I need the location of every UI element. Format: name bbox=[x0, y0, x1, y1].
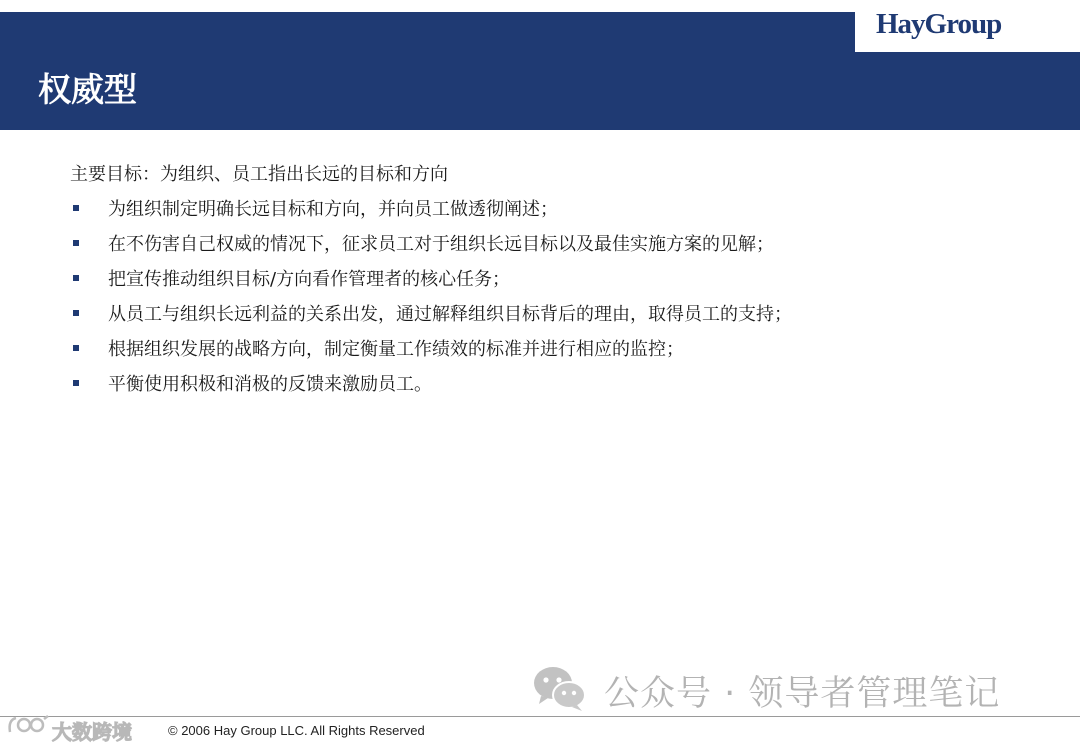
list-item bbox=[70, 225, 792, 260]
square-bullet-icon bbox=[73, 345, 79, 351]
list-item bbox=[70, 190, 792, 225]
haygroup-logo: HayGroup bbox=[876, 8, 1002, 40]
square-bullet-icon bbox=[73, 240, 79, 246]
intro-text: 主要目标：为组织、员工指出长远的目标和方向 bbox=[70, 164, 448, 185]
corner-watermark: 大数跨境 bbox=[52, 720, 132, 744]
wechat-watermark: 公众号 · 领导者管理笔记 bbox=[604, 674, 1001, 714]
list-item bbox=[70, 365, 792, 400]
square-bullet-icon bbox=[73, 205, 79, 211]
wechat-icon bbox=[532, 664, 588, 712]
footer-divider bbox=[0, 716, 1080, 717]
bullet-text: 把宣传推动组织目标/方向看作管理者的核心任务； bbox=[108, 268, 511, 290]
list-item bbox=[70, 295, 792, 330]
list-item bbox=[70, 260, 792, 295]
bullet-text: 在不伤害自己权威的情况下，征求员工对于组织长远目标以及最佳实施方案的见解； bbox=[108, 233, 774, 255]
bullet-text: 为组织制定明确长远目标和方向，并向员工做透彻阐述； bbox=[108, 198, 558, 220]
bullet-text: 从员工与组织长远利益的关系出发，通过解释组织目标背后的理由，取得员工的支持； bbox=[108, 303, 792, 325]
copyright-text: © 2006 Hay Group LLC. All Rights Reserved bbox=[168, 723, 425, 738]
brand-logo-icon bbox=[6, 712, 50, 738]
square-bullet-icon bbox=[73, 380, 79, 386]
bullet-list bbox=[70, 190, 792, 400]
square-bullet-icon bbox=[73, 310, 79, 316]
slide-title: 权威型 bbox=[38, 70, 137, 109]
bullet-text: 根据组织发展的战略方向，制定衡量工作绩效的标准并进行相应的监控； bbox=[108, 338, 684, 360]
list-item bbox=[70, 330, 792, 365]
bullet-text: 平衡使用积极和消极的反馈来激励员工。 bbox=[108, 373, 432, 395]
square-bullet-icon bbox=[73, 275, 79, 281]
